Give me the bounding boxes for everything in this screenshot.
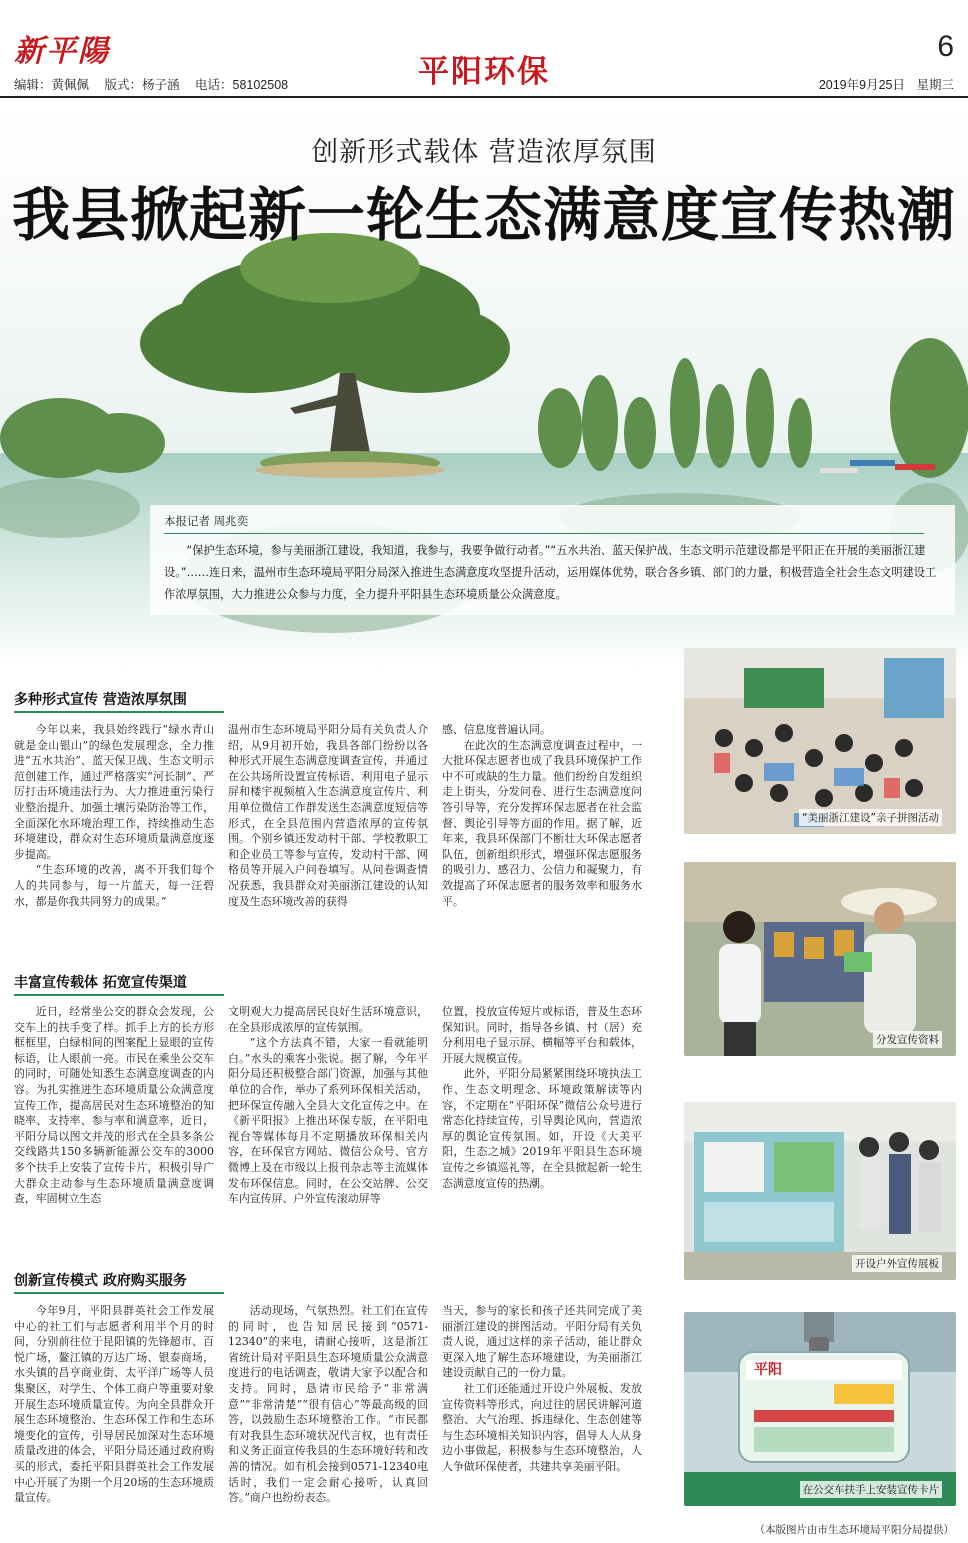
date: 2019年9月25日 [818, 78, 905, 92]
paragraph: 感、信息度普遍认同。 [442, 723, 551, 736]
photo-puzzle-activity [684, 648, 956, 834]
phone: 电话：58102508 [195, 78, 289, 92]
bus-card-logo-text: 平阳 [754, 1362, 782, 1378]
paragraph: 活动现场，气氛热烈。社工们在宣传的同时，也告知居民接到“0571-12340”的来电，请耐心接听，这是浙江省统计局对平阳县生态环境质量公众满意度进行的电话调查，敬请大家予以配合和支持。同时，恳请市民给予“非常满意”“非常清楚”“很有信心”等最高级的回答，以鼓励生态环境整治工作。“市民都有对我县生态环境状况代言权，也有责任和义务正面宣传我县的生态环境好转和改善的情况。如有机会接到0571-12340电话时，我们一定会耐心接听，认真回答。”商户也纷纷表态。 [228, 1304, 428, 1505]
section-2-column-2 [228, 1004, 428, 1207]
section-3-column-1 [14, 1303, 214, 1506]
masthead-rule [0, 96, 968, 98]
paragraph: 今年以来，我县始终践行“绿水青山就是金山银山”的绿色发展理念，全力推进“五水共治”、蓝天保卫战、生态文明示范创建工作，通过严格落实“河长制”、严厉打击环境违法行为、大力推进重污染行业整治提升、加强土壤污染防治等工作，全面深化水环境治理工作，持续推动生态环境建设，群众对生态环境质量满意度逐步提高。 [14, 723, 214, 861]
photo-outdoor-display [684, 1102, 956, 1280]
paragraph: 此外，平阳分局紧紧围绕环境执法工作、生态文明理念、环境政策解读等内容，不定期在“平阳环保”微信公众号进行常态化持续宣传，引导舆论风向，营造浓厚的舆论宣传氛围。如，开设《大美平阳，生态之城》2019年平阳县生态环境宣传之乡镇巡礼等，在全县掀起新一轮生态满意度宣传的热潮。 [442, 1067, 642, 1190]
photo-bus-handle-card [684, 1312, 956, 1506]
page-number: 6 [937, 30, 954, 63]
main-headline: 我县掀起新一轮生态满意度宣传热潮 [11, 181, 956, 249]
paragraph: 位置，投放宣传短片或标语，普及生态环保知识。同时，指导各乡镇、村（居）充分利用电子显示屏、横幅等平台和载体，开展大规模宣传。 [442, 1005, 642, 1065]
lead-paragraph: “保护生态环境，参与美丽浙江建设，我知道，我参与，我要争做行动者。”“五水共治、蓝天保护战、生态文明示范建设都是平阳正在开展的美丽浙江建设。”……连日来，温州市生态环境局平阳分局深入推进生态满意度攻坚提升活动，运用媒体优势，联合各乡镇、部门的力量，积极营造全社会生态文明建设工作浓厚氛围，大力推进公众参与力度，全力提升平阳县生态环境质量公众满意度。 [164, 544, 937, 601]
section-3-column-3 [442, 1303, 642, 1475]
byline: 本报记者 周兆奕 [164, 513, 924, 534]
section-2-column-3 [442, 1004, 642, 1191]
weekday: 星期三 [916, 78, 954, 92]
paragraph: 近日，经常坐公交的群众会发现，公交车上的扶手变了样。抓手上方的长方形框框里，白绿相间的图案配上显眼的宣传标语，让人眼前一亮。市民在乘坐公交车的同时，可随处知悉生态满意度调查的内容。为扎实推进生态环境质量公众满意度宣传工作，提高居民对生态环境整治的知晓率、支持率、参与率和满意率，近日，平阳分局以图文并茂的形式在全县多条公交线路共150多辆新能源公交车的3000多个扶手上安装了宣传卡片，积极引导广大群众主动参与生态环境质量满意度调查，牢固树立生态 [14, 1005, 214, 1206]
headline-kicker: 创新形式载体 营造浓厚氛围 [311, 137, 657, 168]
section-1-column-1 [14, 722, 214, 909]
masthead [0, 0, 968, 100]
paragraph: 当天，参与的家长和孩子还共同完成了美丽浙江建设的拼图活动。平阳分局有关负责人说，通过这样的亲子活动，能让群众更深入地了解生态环境建设，为美丽浙江建设贡献自己的一份力量。 [442, 1304, 642, 1380]
puzzle-activity-image [684, 648, 956, 834]
section-title: 平阳环保 [418, 54, 550, 90]
section-heading-1: 多种形式宣传 营造浓厚氛围 [14, 689, 187, 709]
section-3-column-2 [228, 1303, 428, 1506]
distribute-materials-image [684, 862, 956, 1056]
paragraph: 在此次的生态满意度调查过程中，一大批环保志愿者也成了我县环境保护工作中不可或缺的生力量。他们纷纷自发组织走上街头，分发问卷、进行生态满意度问答引导等，充分发挥环保志愿者在社会监督、舆论引导等方面的作用。据了解，近年来，我县环保部门不断壮大环保志愿者队伍，创新组织形式，增强环保志愿服务的吸引力、感召力、公信力和凝聚力，有效提高了环保志愿者的服务效率和服务水平。 [442, 738, 642, 908]
paragraph: “这个方法真不错，大家一看就能明白。”水头的乘客小张说。据了解，今年平阳分局还积极整合部门资源，加强与其他单位的合作，举办了系列环保相关活动，把环保宣传融入全县大文化宣传之中。在《新平阳报》上推出环保专版，在平阳电视台等媒体每月不定期播放环保相关内容，在环保官方网站、微信公众号、官方微博上及在市级以上报刊杂志等主流媒体发布环保信息。同时，在公交站牌、公交车内宣传屏、户外宣传滚动屏等 [228, 1036, 428, 1206]
photo-caption: 在公交车扶手上安装宣传卡片 [800, 1481, 943, 1498]
photo-caption: 开设户外宣传展板 [852, 1255, 942, 1272]
section-heading-2: 丰富宣传载体 拓宽宣传渠道 [14, 972, 187, 992]
section-2-column-1 [14, 1004, 214, 1207]
lead-box [150, 505, 955, 615]
section-heading-3: 创新宣传模式 政府购买服务 [14, 1270, 187, 1290]
photo-caption: “美丽浙江建设”亲子拼图活动 [799, 809, 942, 826]
layout-editor: 版式：杨子涵 [104, 78, 180, 92]
hero [0, 108, 968, 668]
issue-date [811, 75, 954, 93]
paragraph: 社工们还能通过开设户外展板、发放宣传资料等形式，向过往的居民讲解河道整治、大气治理、拆违绿化、生态创建等与生态环境相关知识内容，倡导人人从身边小事做起，积极参与生态环境整治，人人争做环保使者，共建共享美丽平阳。 [442, 1381, 642, 1473]
bus-handle-card-image [684, 1312, 956, 1506]
paragraph: 温州市生态环境局平阳分局有关负责人介绍，从9月初开始，我县各部门纷纷以各种形式开展生态满意度调查宣传，并通过在公共场所设置宣传标语、利用电子显示屏和楼宇视频植入生态满意度宣传片、利用单位微信工作群发送生态满意度短信等形式，在全县范围内营造浓厚的宣传氛围。个别乡镇还发动村干部、学校教职工和企业员工等参与宣传，发动村干部、网格员等开展入户问卷填写。从问卷调查情况获悉，我县群众对美丽浙江建设的认知度及生态环境改善的获得 [228, 723, 428, 908]
newspaper-logo: 新平陽 [14, 34, 110, 69]
outdoor-display-image [684, 1102, 956, 1280]
section-1-column-2 [228, 722, 428, 909]
photo-credit: （本版图片由市生态环境局平阳分局提供） [754, 1524, 954, 1536]
paragraph: “生态环境的改善，离不开我们每个人的共同参与，每一片蓝天，每一汪碧水，都是你我共同努力的成果。” [14, 863, 214, 908]
photo-caption: 分发宣传资料 [873, 1031, 942, 1048]
editor: 编辑：黄佩佩 [14, 78, 90, 92]
photo-distribute-materials [684, 862, 956, 1056]
section-1-column-3 [442, 722, 642, 909]
paragraph: 今年9月，平阳县群英社会工作发展中心的社工们与志愿者利用半个月的时间，分别前往位于昆阳镇的先锋超市、百悦广场，鳌江镇的万达广场、银泰商场，水头镇的昌亨商业街、太平洋广场等人员集聚区，对学生、个体工商户等重要对象开展生态环境质量宣传。为向全县群众开展生态环境整治、生态环保工作和生态环境变化的宣传，引导居民加深对生态环境质量改进的体会，平阳分局还通过政府购买的形式，委托平阳县群英社会工作发展中心开展了为期一个月20场的生态环境质量宣传。 [14, 1304, 214, 1505]
paragraph: 文明观大力提高居民良好生活环境意识，在全县形成浓厚的宣传氛围。 [228, 1005, 428, 1034]
